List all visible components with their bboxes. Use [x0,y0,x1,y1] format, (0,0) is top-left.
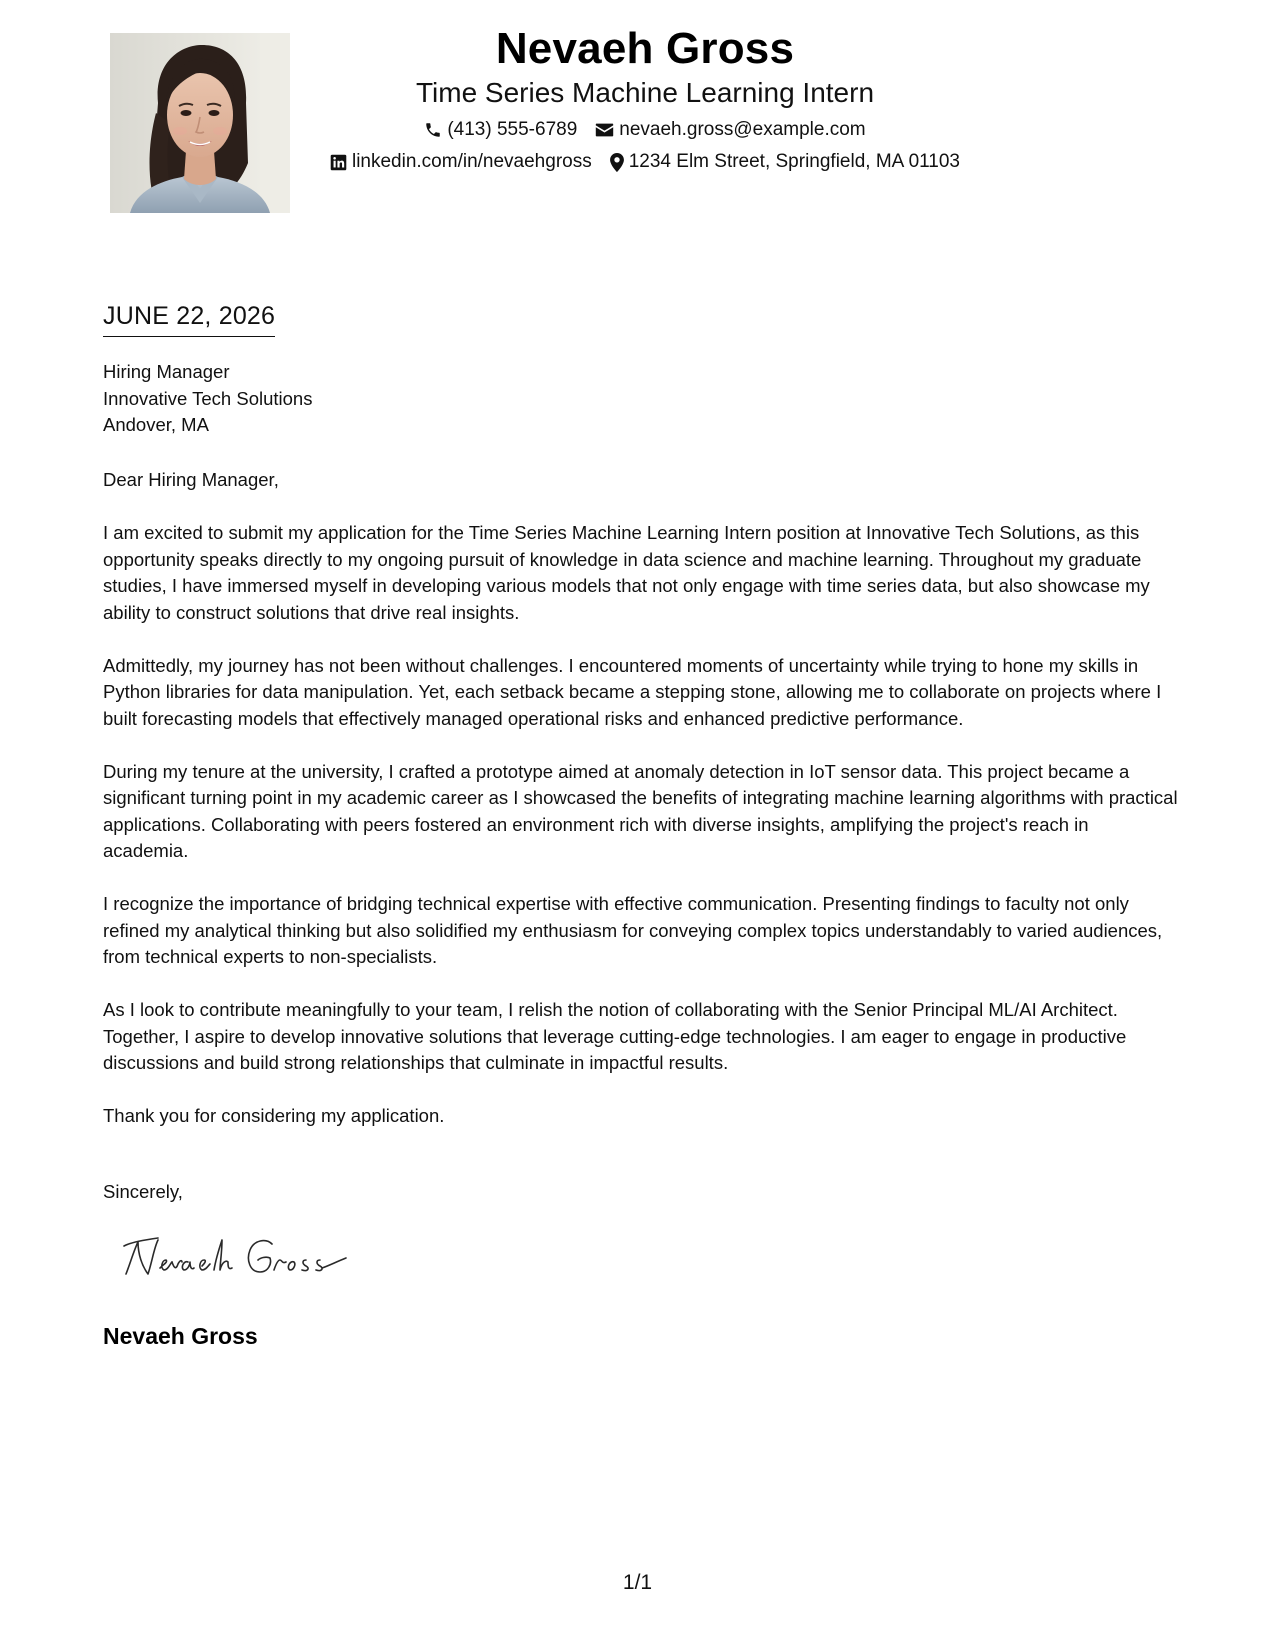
body-paragraph: As I look to contribute meaningfully to your team, I relish the notion of collaborating with the Senior Principal ML/AI Architect. Together, I aspire to develop innovative solutions that leverage cutting-edge technologies. I am eager to engage in productive discussions and build strong relationships that culminate in impactful results. [103,999,1127,1073]
email-address: nevaeh.gross@example.com [619,119,866,140]
linkedin-icon [330,154,347,171]
contact-row-secondary [300,150,990,174]
handwritten-signature [122,1228,352,1288]
phone-contact [424,118,577,142]
profile-photo [110,33,290,213]
address-contact [610,150,960,174]
linkedin-contact [330,150,592,174]
salutation: Dear Hiring Manager, [103,469,279,490]
map-pin-icon [610,153,624,172]
email-contact [595,118,865,142]
letter-body [103,467,1178,1156]
recipient-line: Hiring Manager [103,361,230,382]
applicant-title: Time Series Machine Learning Intern [415,77,875,108]
phone-number: (413) 555-6789 [447,119,578,140]
portrait-image [110,33,290,213]
street-address: 1234 Elm Street, Springfield, MA 01103 [628,151,961,172]
recipient-block [103,359,312,439]
letter-header [300,22,990,174]
contact-row-primary [300,118,990,142]
body-paragraph: Thank you for considering my application. [103,1105,445,1126]
phone-icon [424,121,442,139]
recipient-line: Innovative Tech Solutions [103,387,313,409]
body-paragraph: I am excited to submit my application for the Time Series Machine Learning Intern position at Innovative Tech Solutions, as this opportunity speaks directly to my ongoing pursuit of knowledge in data science and machine learning. Throughout my graduate studies, I have immersed myself in developing various models that not only engage with time series data, but also showcase my ability to construct solutions that drive real insights. [103,522,1150,623]
recipient-line: Andover, MA [103,414,209,435]
letter-date: JUNE 22, 2026 [103,300,275,337]
body-paragraph: I recognize the importance of bridging technical expertise with effective communication. Presenting findings to faculty not only refined my analytical thinking but also solidified my enthusiasm for conveying complex topics understandably to varied audiences, from technical experts to non-specialists. [103,893,1163,967]
envelope-icon [595,122,614,138]
page-indicator: 1/1 [622,1571,653,1594]
body-paragraph: Admittedly, my journey has not been without challenges. I encountered moments of uncertainty while trying to hone my skills in Python libraries for data manipulation. Yet, each setback became a stepping stone, allowing me to collaborate on projects where I built forecasting models that effectively managed operational risks and enhanced predictive performance. [103,654,1162,729]
applicant-name: Nevaeh Gross [495,24,795,73]
body-paragraph: During my tenure at the university, I crafted a prototype aimed at anomaly detection in IoT sensor data. This project became a significant turning point in my academic career as I showcased the benefits of integrating machine learning algorithms with practical applications. Collaborating with peers fostered an environment rich with diverse insights, amplifying the project's reach in academia. [103,760,1178,861]
linkedin-url: linkedin.com/in/nevaehgross [351,151,592,172]
signer-name: Nevaeh Gross [103,1323,258,1349]
closing-phrase: Sincerely, [103,1181,183,1202]
